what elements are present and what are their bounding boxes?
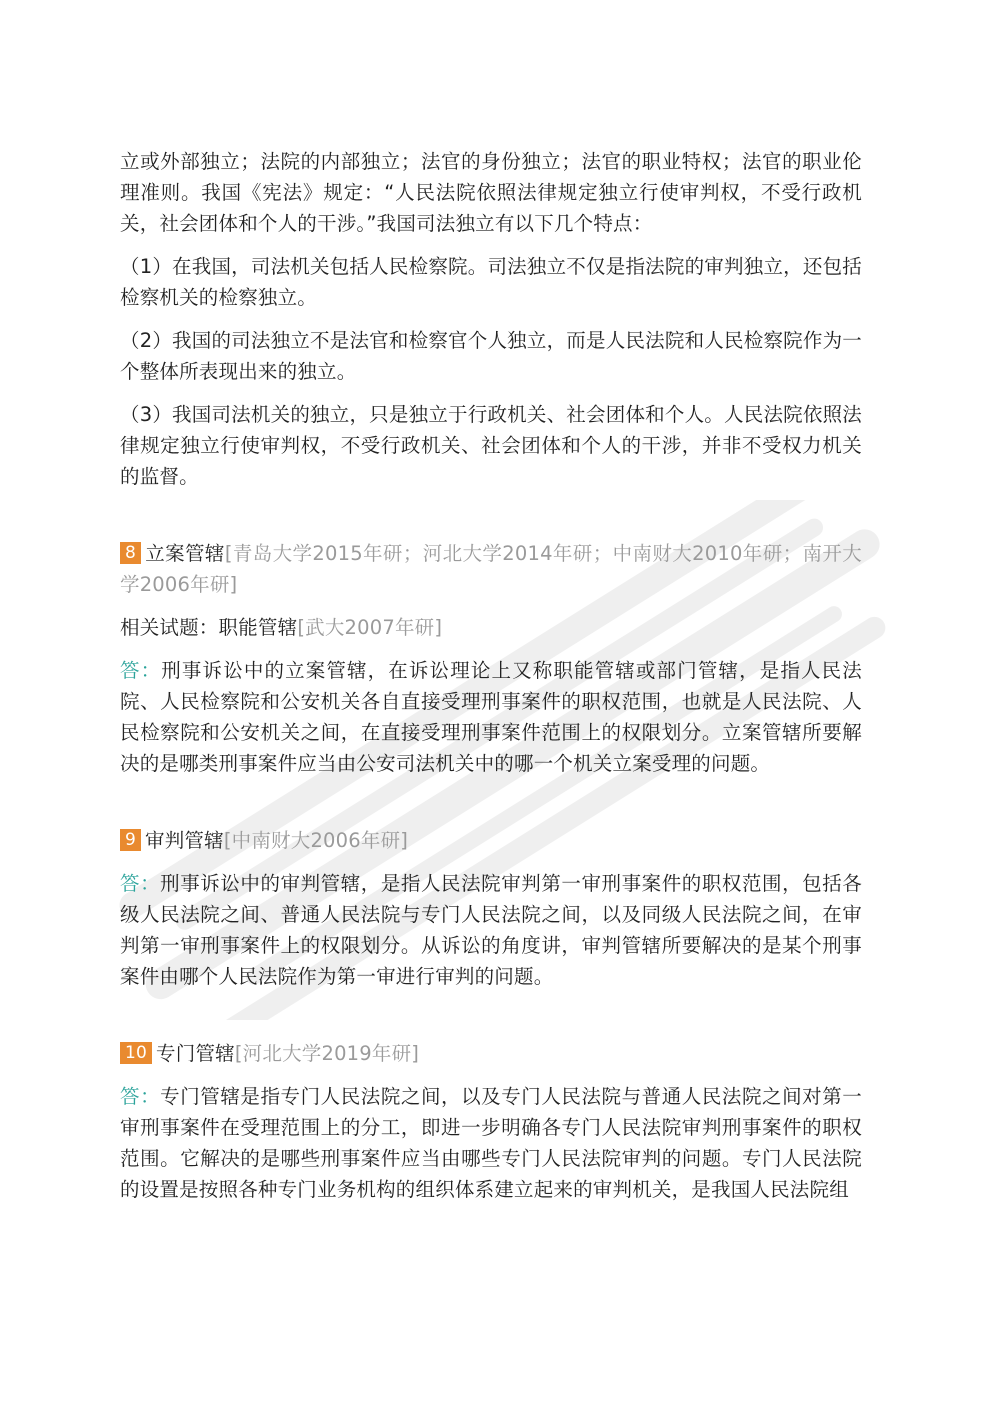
paragraph: （2）我国的司法独立不是法官和检察官个人独立，而是人民法院和人民检察院作为一个整体所表现出来的独立。 bbox=[120, 329, 862, 383]
answer-text: 刑事诉讼中的立案管辖，在诉讼理论上又称职能管辖或部门管辖，是指人民法院、人民检察院和公安机关各自直接受理刑事案件的职权范围，也就是人民法院、人民检察院和公安机关之间，在直接受理刑事案件范围上的权限划分。立案管辖所要解决的是哪类刑事案件应当由公安司法机关中的哪一个机关立案受理的问题。 bbox=[120, 659, 862, 775]
section-title: 审判管辖 bbox=[145, 829, 224, 852]
answer-paragraph bbox=[120, 655, 862, 779]
section-source: [中南财大2006年研] bbox=[223, 829, 409, 852]
answer-label: 答： bbox=[120, 872, 161, 895]
section-heading bbox=[120, 538, 862, 600]
answer-paragraph bbox=[120, 868, 862, 992]
answer-text: 刑事诉讼中的审判管辖，是指人民法院审判第一审刑事案件的职权范围，包括各级人民法院之间、普通人民法院与专门人民法院之间，以及同级人民法院之间，在审判第一审刑事案件上的权限划分。从诉讼的角度讲，审判管辖所要解决的是某个刑事案件由哪个人民法院作为第一审进行审判的问题。 bbox=[120, 872, 862, 988]
section-title: 立案管辖 bbox=[145, 542, 225, 565]
document-page bbox=[120, 146, 862, 1217]
section-number-badge: 8 bbox=[120, 542, 141, 564]
section-title: 专门管辖 bbox=[156, 1042, 235, 1065]
section-heading bbox=[120, 825, 862, 856]
related-label: 相关试题：职能管辖 bbox=[120, 616, 298, 639]
answer-paragraph bbox=[120, 1081, 862, 1205]
related-question bbox=[120, 612, 862, 643]
section-source: [河北大学2019年研] bbox=[234, 1042, 420, 1065]
answer-text: 专门管辖是指专门人民法院之间，以及专门人民法院与普通人民法院之间对第一审刑事案件在受理范围上的分工，即进一步明确各专门人民法院审判刑事案件的职权范围。它解决的是哪些刑事案件应当由哪些专门人民法院审判的问题。专门人民法院的设置是按照各种专门业务机构的组织体系建立起来的审判机关，是我国人民法院组 bbox=[120, 1085, 862, 1201]
section-heading bbox=[120, 1038, 862, 1069]
answer-label: 答： bbox=[120, 659, 162, 682]
related-source: [武大2007年研] bbox=[297, 616, 443, 639]
answer-label: 答： bbox=[120, 1085, 161, 1108]
section-number-badge: 10 bbox=[120, 1042, 152, 1064]
paragraph: 立或外部独立；法院的内部独立；法官的身份独立；法官的职业特权；法官的职业伦理准则。我国《宪法》规定：“人民法院依照法律规定独立行使审判权，不受行政机关，社会团体和个人的干涉。”我国司法独立有以下几个特点： bbox=[120, 150, 862, 235]
paragraph: （1）在我国，司法机关包括人民检察院。司法独立不仅是指法院的审判独立，还包括检察机关的检察独立。 bbox=[120, 255, 862, 309]
section-source: [青岛大学2015年研；河北大学2014年研；中南财大2010年研；南开大学2006年研] bbox=[120, 542, 862, 596]
section-number-badge: 9 bbox=[120, 829, 141, 851]
paragraph: （3）我国司法机关的独立，只是独立于行政机关、社会团体和个人。人民法院依照法律规定独立行使审判权，不受行政机关、社会团体和个人的干涉，并非不受权力机关的监督。 bbox=[120, 403, 862, 488]
